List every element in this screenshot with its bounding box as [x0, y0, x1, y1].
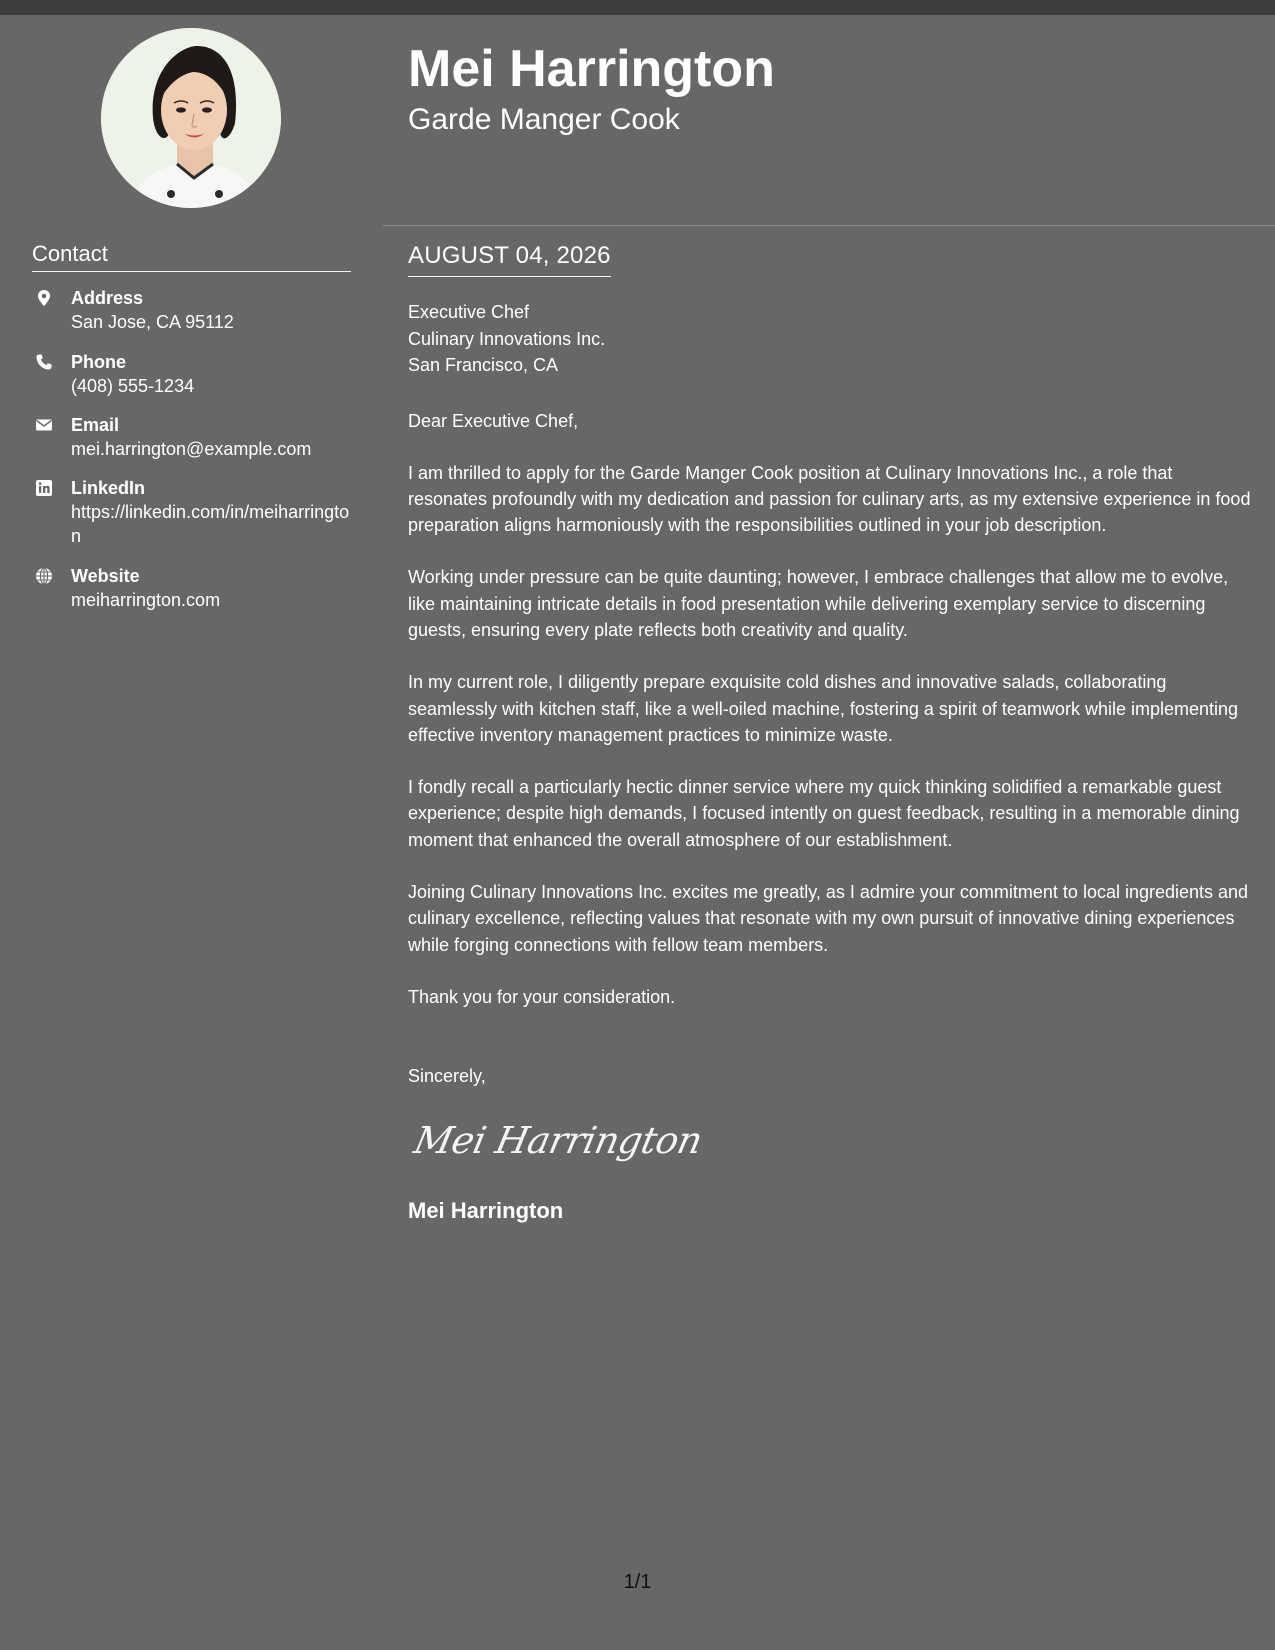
- globe-icon: [35, 567, 53, 585]
- candidate-name: Mei Harrington: [408, 40, 775, 98]
- contact-list: [32, 286, 352, 612]
- phone-icon: [35, 353, 53, 371]
- thank-you-line: Thank you for your consideration.: [408, 986, 676, 1007]
- header-divider: [383, 225, 1275, 226]
- recipient-title: Executive Chef: [408, 302, 530, 322]
- portrait-photo-icon: [101, 28, 281, 208]
- map-pin-icon: [35, 289, 53, 307]
- page-number: 1/1: [623, 1571, 652, 1593]
- signer-name: Mei Harrington: [408, 1198, 564, 1224]
- linkedin-icon: [35, 479, 53, 497]
- recipient-block: [408, 299, 1253, 379]
- contact-address: [32, 286, 352, 350]
- contact-linkedin: [32, 476, 352, 564]
- website-value[interactable]: meiharrington.com: [71, 590, 221, 610]
- closing: Sincerely,: [408, 1066, 486, 1087]
- address-value: San Jose, CA 95112: [71, 312, 234, 332]
- recipient-location: San Francisco, CA: [408, 355, 559, 375]
- handwritten-signature: Mei Harrington: [410, 1119, 706, 1163]
- avatar: [101, 28, 281, 208]
- sidebar: [0, 15, 383, 1650]
- paragraph: In my current role, I diligently prepare exquisite cold dishes and innovative salads, collaborating seamlessly with kitchen staff, like a well-oiled machine, fostering a spirit of teamwork while implementing effective inventory management practices to minimize waste.: [408, 672, 1239, 745]
- paragraph: I fondly recall a particularly hectic dinner service where my quick thinking solidified a remarkable guest experience; despite high demands, I focused intently on guest feedback, resulting in a memorable dining moment that enhanced the overall atmosphere of our establishment.: [408, 777, 1240, 850]
- address-label: Address: [71, 288, 144, 308]
- paragraph: Working under pressure can be quite daunting; however, I embrace challenges that allow me to evolve, like maintaining intricate details in food presentation while delivering exemplary service to discerning guests, ensuring every plate reflects both creativity and quality.: [408, 567, 1229, 640]
- paragraph: Joining Culinary Innovations Inc. excites me greatly, as I admire your commitment to local ingredients and culinary excellence, reflecting values that resonate with my own pursuit of innovative dining experiences while forging connections with fellow team members.: [408, 882, 1249, 955]
- envelope-icon: [35, 416, 53, 434]
- email-label: Email: [71, 415, 120, 435]
- letter-body: [408, 240, 1253, 1225]
- email-value[interactable]: mei.harrington@example.com: [71, 439, 312, 459]
- contact-website: [32, 564, 352, 612]
- letter-date: AUGUST 04, 2026: [408, 240, 611, 277]
- contact-heading: Contact: [32, 241, 351, 272]
- top-bar: [0, 0, 1275, 15]
- phone-label: Phone: [71, 352, 127, 372]
- paragraph: I am thrilled to apply for the Garde Manger Cook position at Culinary Innovations Inc., a role that resonates profoundly with my dedication and passion for culinary arts, as my extensive experience in food preparation aligns harmoniously with the responsibilities outlined in your job description.: [408, 462, 1251, 536]
- contact-email: [32, 413, 352, 476]
- recipient-company: Culinary Innovations Inc.: [408, 328, 606, 349]
- linkedin-value[interactable]: https://linkedin.com/in/meiharrington: [71, 502, 350, 546]
- linkedin-label: LinkedIn: [71, 478, 146, 498]
- candidate-title: Garde Manger Cook: [408, 103, 680, 136]
- salutation: Dear Executive Chef,: [408, 410, 579, 431]
- contact-phone: [32, 350, 352, 413]
- website-label: Website: [71, 566, 140, 586]
- phone-value: (408) 555-1234: [71, 376, 195, 396]
